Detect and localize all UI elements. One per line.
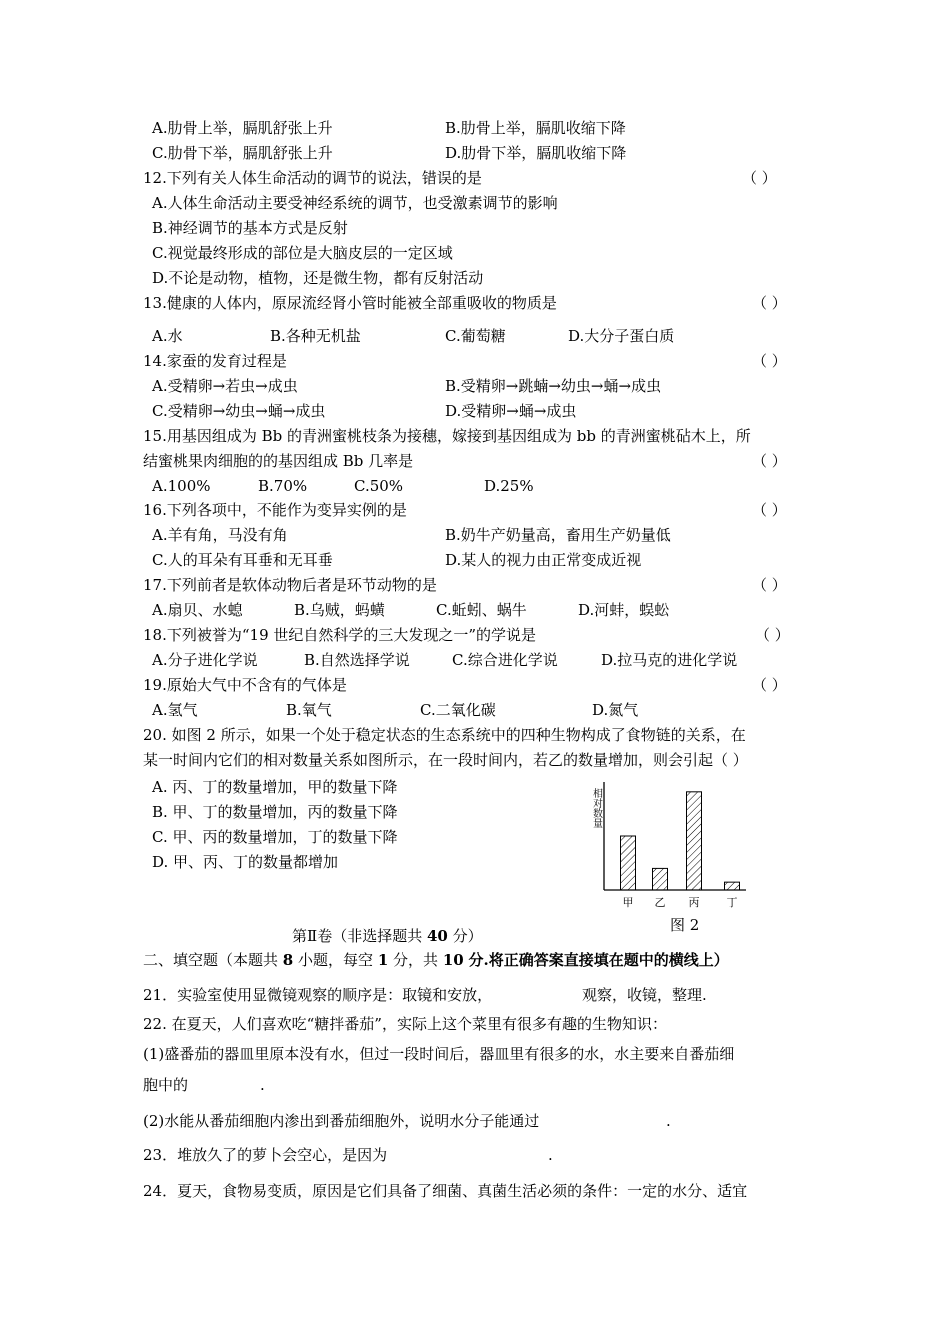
q15-option-b: B.70% [258,477,308,495]
q23-text: 23．堆放久了的萝卜会空心，是因为 [143,1146,388,1164]
q19-option-c: C.二氧化碳 [420,701,496,719]
q11-option-d: D.肋骨下举，膈肌收缩下降 [445,144,627,162]
q14-option-b: B.受精卵→跳蝻→幼虫→蛹→成虫 [445,377,662,395]
q11-option-b: B.肋骨上举，膈肌收缩下降 [445,119,626,137]
q16-answer-bracket: （ ） [752,501,787,519]
q15-option-c: C.50% [354,477,404,495]
q22-part1-line2: 胞中的 [143,1076,189,1094]
q17-answer-bracket: （ ） [752,576,787,594]
q21-text-part1: 21．实验室使用显微镜观察的顺序是：取镜和安放， [143,986,493,1004]
q17-option-a: A.扇贝、水螅 [152,601,243,619]
q14-answer-bracket: （ ） [752,352,787,370]
q13-option-d: D.大分子蛋白质 [568,327,675,345]
q12-option-a: A.人体生命活动主要受神经系统的调节，也受激素调节的影响 [152,194,558,212]
q24-text: 24．夏天，食物易变质，原因是它们具备了细菌、真菌生活必须的条件：一定的水分、适宜 [143,1182,748,1200]
q12-option-d: D.不论是动物，植物，还是微生物，都有反射活动 [152,269,484,287]
q17-option-b: B.乌贼，蚂蟥 [294,601,385,619]
figure-caption: 图 2 [670,916,700,934]
q14-option-d: D.受精卵→蛹→成虫 [445,402,577,420]
x-tick-label: 丁 [726,896,738,909]
q13-option-b: B.各种无机盐 [270,327,361,345]
q20-option-a: A. 丙、丁的数量增加，甲的数量下降 [152,778,398,796]
bar-丙 [687,792,702,890]
q20-option-c: C. 甲、丙的数量增加，丁的数量下降 [152,828,398,846]
x-tick-label: 甲 [622,896,634,909]
q12-option-c: C.视觉最终形成的部位是大脑皮层的一定区域 [152,244,453,262]
q22-part2-end: . [666,1112,671,1130]
q20-option-d: D. 甲、丙、丁的数量都增加 [152,853,339,871]
q11-option-a: A.肋骨上举，膈肌舒张上升 [152,119,333,137]
q16-option-d: D.某人的视力由正常变成近视 [445,551,642,569]
q22-intro: 22. 在夏天，人们喜欢吃“糖拌番茄”，实际上这个菜里有很多有趣的生物知识： [143,1015,667,1033]
q19-option-b: B.氧气 [286,701,332,719]
bar-甲 [621,836,636,890]
relative-quantity-bar-chart [590,772,750,912]
bar-乙 [653,868,668,890]
x-tick-label: 丙 [688,896,700,909]
q14-option-a: A.受精卵→若虫→成虫 [152,377,298,395]
q15-answer-bracket: （ ） [752,452,787,470]
q18-stem: 18.下列被誉为“19 世纪自然科学的三大发现之一”的学说是 [143,626,537,644]
q18-option-c: C.综合进化学说 [452,651,558,669]
q14-option-c: C.受精卵→幼虫→蛹→成虫 [152,402,326,420]
q16-option-c: C.人的耳朵有耳垂和无耳垂 [152,551,333,569]
q20-stem-line1: 20. 如图 2 所示，如果一个处于稳定状态的生态系统中的四种生物构成了食物链的关系，在 [143,726,746,744]
q15-stem-line1: 15.用基因组成为 Bb 的青洲蜜桃枝条为接穗，嫁接到基因组成为 bb 的青洲蜜桃砧木上，所 [143,427,751,445]
section2-instructions: 二、填空题（本题共 8 小题，每空 1 分，共 10 分.将正确答案直接填在题中的横线上） [143,951,729,969]
q22-part2: (2)水能从番茄细胞内渗出到番茄细胞外，说明水分子能通过 [143,1112,540,1130]
q14-stem: 14.家蚕的发育过程是 [143,352,287,370]
q15-stem-line2: 结蜜桃果肉细胞的的基因组成 Bb 几率是 [143,452,414,470]
q19-option-a: A.氢气 [152,701,198,719]
q23-end: . [548,1146,553,1164]
q15-option-a: A.100% [152,477,211,495]
q11-option-c: C.肋骨下举，膈肌舒张上升 [152,144,333,162]
q13-option-a: A.水 [152,327,183,345]
q12-answer-bracket: （ ） [742,169,777,187]
q19-option-d: D.氮气 [592,701,639,719]
q22-part1-end: . [260,1076,265,1094]
x-tick-label: 乙 [654,896,666,909]
q18-option-d: D.拉马克的进化学说 [601,651,738,669]
q16-stem: 16.下列各项中，不能作为变异实例的是 [143,501,407,519]
q12-option-b: B.神经调节的基本方式是反射 [152,219,348,237]
y-axis-label: 相对数量 [590,788,602,828]
q16-option-a: A.羊有角，马没有角 [152,526,288,544]
q13-option-c: C.葡萄糖 [445,327,506,345]
q17-option-c: C.蚯蚓、蜗牛 [436,601,527,619]
part2-title: 第Ⅱ卷（非选择题共 40 分） [292,927,483,945]
q12-stem: 12.下列有关人体生命活动的调节的说法，错误的是 [143,169,482,187]
q13-answer-bracket: （ ） [752,294,787,312]
q22-part1-line1: (1)盛番茄的器皿里原本没有水，但过一段时间后，器皿里有很多的水，水主要来自番茄细 [143,1045,735,1063]
bar-丁 [725,882,740,890]
q19-stem: 19.原始大气中不含有的气体是 [143,676,347,694]
q19-answer-bracket: （ ） [752,676,787,694]
q17-stem: 17.下列前者是软体动物后者是环节动物的是 [143,576,437,594]
q13-stem: 13.健康的人体内，原尿流经肾小管时能被全部重吸收的物质是 [143,294,557,312]
q20-option-b: B. 甲、丁的数量增加，丙的数量下降 [152,803,398,821]
q20-stem-line2: 某一时间内它们的相对数量关系如图所示，在一段时间内，若乙的数量增加，则会引起（ ） [143,751,748,769]
q18-answer-bracket: （ ） [755,626,790,644]
q21-text-part2: 观察，收镜，整理. [582,986,707,1004]
q18-option-a: A.分子进化学说 [152,651,258,669]
q18-option-b: B.自然选择学说 [304,651,410,669]
q17-option-d: D.河蚌，蜈蚣 [578,601,670,619]
q16-option-b: B.奶牛产奶量高，畜用生产奶量低 [445,526,671,544]
q15-option-d: D.25% [484,477,534,495]
